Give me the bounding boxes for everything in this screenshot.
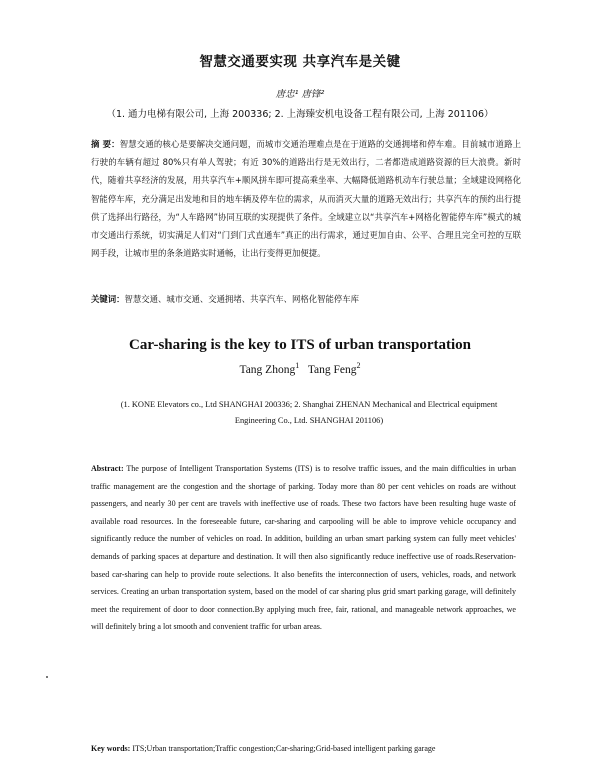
chinese-affiliation: （1. 通力电梯有限公司, 上海 200336; 2. 上海臻安机电设备工程有限公司, 上海 201106） — [106, 109, 494, 120]
chinese-abstract — [91, 135, 521, 262]
english-author-2: Tang Feng — [307, 363, 357, 376]
english-affiliation: (1. KONE Elevators co., Ltd SHANGHAI 200336; 2. Shanghai ZHENAN Mechanical and Electrical equipment Engineering Co., Ltd. SHANGHAI 201106) — [120, 400, 498, 425]
english-keywords — [91, 743, 531, 755]
english-author-1: Tang Zhong — [239, 363, 296, 376]
english-keywords-text: ITS;Urban transportation;Traffic congestion;Car-sharing;Grid-based intelligent parking garage — [132, 744, 436, 753]
chinese-title: 智慧交通要实现 共享汽车是关键 — [199, 54, 401, 70]
chinese-abstract-text: 智慧交通的核心是要解决交通问题，而城市交通治理难点是在于道路的交通拥堵和停车难。目前城市道路上行驶的车辆有超过 80%只有单人驾驶；有近 30%的道路出行是无效出行，二者都造成道路资源的巨大浪费。新时代，随着共享经济的发展，用共享汽车+顺风拼车即可提高乘坐率、大幅降低道路机动车行驶总量；全域建设网格化智能停车库，充分满足出发地和目的地车辆及停车位的需求，从而消灭大量的道路无效出行；共享汽车的预约出行提供了选择出行路径，为“人车路网”协同互联的实现提供了条件。全域建立以“共享汽车+网格化智能停车库”模式的城市交通出行系统，切实满足人们对“门到门式直通车”真正的出行需求，通过更加自由、公平、合理且完全可控的互联网手段，让城市里的条条道路实时通畅，让出行变得更加便捷。 — [91, 139, 522, 259]
chinese-keywords — [91, 292, 521, 306]
chinese-keywords-label: 关键词： — [91, 294, 125, 304]
english-author-2-sup: 2 — [356, 361, 361, 370]
english-abstract — [91, 460, 516, 636]
english-abstract-text: The purpose of Intelligent Transportation Systems (ITS) is to resolve traffic issues, and the main difficulties in urban traffic management are the congestion and the shortage of parking. Today more than 80 per cent vehicles on roads are without passengers, and nearly 30 per cent are travels with ineffective use of roads. These two factors have been resulting huge waste of available road resources. In the foreseeable future, car-sharing and carpooling will be able to improve vehicle occupancy and significantly reduce the number of vehicles on road. In addition, building an urban smart parking system can fully meet vehicles' demands of parking spaces at departure and destination. It will then also significantly reduce ineffective use of roads.Reservation-based car-sharing can help to provide route selections. It also benefits the interconnection of users, vehicles, roads, and network services. Creating an urban transportation system, based on the model of car sharing plus grid smart parking garage, will definitely meet the requirement of door to door connection.By applying much free, fair, rational, and manageable network approaches, we will definitely bring a lot smooth and convenient traffic for urban areas. — [91, 464, 516, 632]
english-author-1-sup: 1 — [295, 361, 300, 370]
english-title: Car-sharing is the key to ITS of urban transportation — [129, 337, 471, 353]
english-authors — [0, 361, 600, 376]
chinese-abstract-label: 摘 要： — [91, 139, 120, 149]
english-abstract-label: Abstract: — [91, 464, 124, 473]
chinese-keywords-text: 智慧交通、城市交通、交通拥堵、共享汽车、网格化智能停车库 — [124, 294, 359, 304]
scan-speck — [46, 676, 48, 678]
chinese-authors: 唐忠¹ 唐锋² — [275, 89, 325, 100]
english-keywords-label: Key words: — [91, 744, 131, 753]
